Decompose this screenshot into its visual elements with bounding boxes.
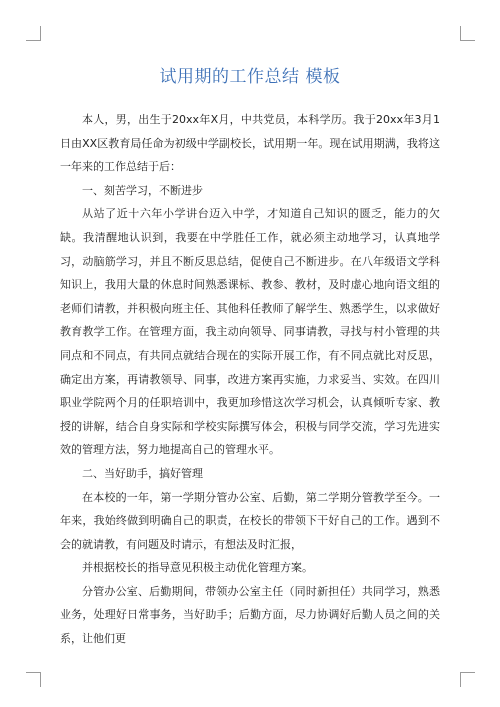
crop-mark-top-right xyxy=(460,26,475,41)
crop-mark-top-left xyxy=(26,26,41,41)
document-title: 试用期的工作总结 模板 xyxy=(159,67,341,87)
paragraph-study: 从站了近十六年小学讲台迈入中学，才知道自己知识的匮乏，能力的欠缺。我清醒地认识到，我要在中学胜任工作，就必须主动地学习，认真地学习，动脑筋学习，并且不断反思总结，促使自己不断进步。在八年级语文学科知识上，我用大量的休息时间熟悉课标、教参、教材，及时虚心地向语文组的老师们请教，并积极向班主任、其他科任教师了解学生、熟悉学生，以求做好教育教学工作。在管理方面，我主动向领导、同事请教，寻找与村小管理的共同点和不同点，有共同点就结合现在的实际开展工作，有不同点就比对反思，确定出方案，再请教领导、同事，改进方案再实施，力求妥当、实效。在四川职业学院两个月的任职培训中，我更加珍惜这次学习机会，认真倾听专家、教授的讲解，结合自身实际和学校实际撰写体会，积极与同学交流，学习先进实效的管理方法，努力地提高自己的管理水平。 xyxy=(60,207,440,457)
paragraph-optimize: 并根据校长的指导意见积极主动优化管理方案。 xyxy=(82,561,313,575)
paragraph-office: 分管办公室、后勤期间，带领办公室主任（同时新担任）共同学习，熟悉业务，处理好日常事务，当好助手；后勤方面，尽力协调好后勤人员之间的关系，让他们更 xyxy=(60,584,440,646)
document-body xyxy=(60,108,440,651)
section-heading-2: 二、当好助手，搞好管理 xyxy=(82,466,203,480)
crop-mark-bottom-right xyxy=(460,672,475,687)
crop-mark-bottom-left xyxy=(26,672,41,687)
paragraph-intro: 本人，男，出生于20xx年X月，中共党员，本科学历。我于20xx年3月1日由XX区教育局任命为初级中学副校长，试用期一年。现在试用期满，我将这一年来的工作总结于后： xyxy=(60,113,440,174)
paragraph-assistant: 在本校的一年，第一学期分管办公室、后勤，第二学期分管教学至今。一年来，我始终做到明确自己的职责，在校长的带领下干好自己的工作。遇到不会的就请教，有问题及时请示，有想法及时汇报， xyxy=(60,490,440,551)
section-heading-1: 一、刻苦学习，不断进步 xyxy=(82,183,203,197)
